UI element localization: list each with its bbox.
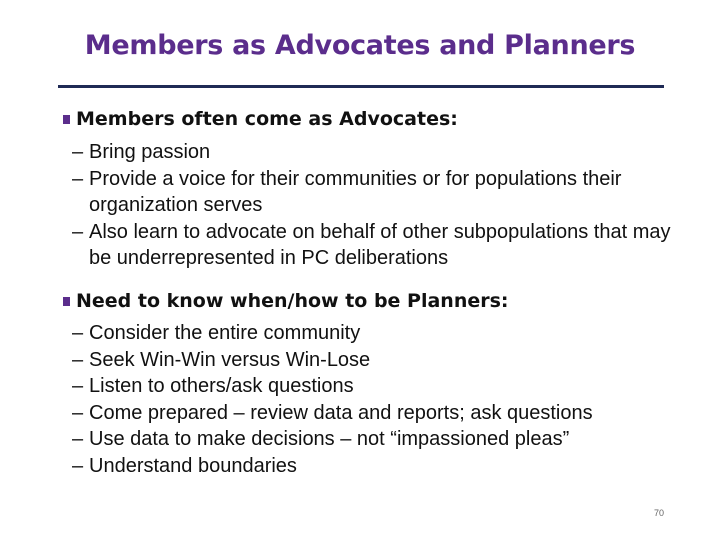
advocates-list <box>72 139 672 272</box>
dash-bullet-icon: – <box>72 454 84 477</box>
dash-bullet-icon: – <box>72 348 84 371</box>
list-item <box>72 347 672 374</box>
dash-bullet-icon: – <box>72 375 84 397</box>
list-item-text: Consider the entire community <box>89 322 361 344</box>
dash-bullet-icon: – <box>72 322 84 344</box>
list-item <box>72 400 672 427</box>
list-item-text: Use data to make decisions – not “impassioned pleas” <box>89 428 570 450</box>
section-heading-advocates <box>63 108 458 130</box>
title-divider <box>58 85 664 88</box>
list-item <box>72 373 672 400</box>
dash-bullet-icon: – <box>72 428 84 450</box>
list-item-text: Bring passion <box>89 141 211 163</box>
list-item <box>72 320 672 347</box>
list-item-text: Provide a voice for their communities or for populations their organization serves <box>89 167 622 216</box>
list-item <box>72 166 672 219</box>
square-bullet-icon <box>63 297 70 306</box>
dash-bullet-icon: – <box>72 401 84 424</box>
list-item-text: Come prepared – review data and reports; ask questions <box>89 401 593 424</box>
dash-bullet-icon: – <box>72 141 84 163</box>
list-item-text: Also learn to advocate on behalf of other subpopulations that may be underrepresented in PC deliberations <box>89 220 671 269</box>
list-item <box>72 139 672 166</box>
list-item <box>72 426 672 453</box>
list-item-text: Seek Win-Win versus Win-Lose <box>89 348 371 371</box>
section-heading-text: Need to know when/how to be Planners: <box>76 290 509 312</box>
planners-list <box>72 320 672 479</box>
page-number: 70 <box>653 508 664 518</box>
dash-bullet-icon: – <box>72 220 84 243</box>
list-item <box>72 453 672 480</box>
list-item <box>72 219 672 272</box>
section-heading-planners <box>63 290 509 312</box>
slide-title: Members as Advocates and Planners <box>84 30 636 61</box>
list-item-text: Listen to others/ask questions <box>89 375 354 397</box>
square-bullet-icon <box>63 115 70 124</box>
list-item-text: Understand boundaries <box>89 454 297 477</box>
section-heading-text: Members often come as Advocates: <box>76 108 458 130</box>
dash-bullet-icon: – <box>72 167 84 190</box>
